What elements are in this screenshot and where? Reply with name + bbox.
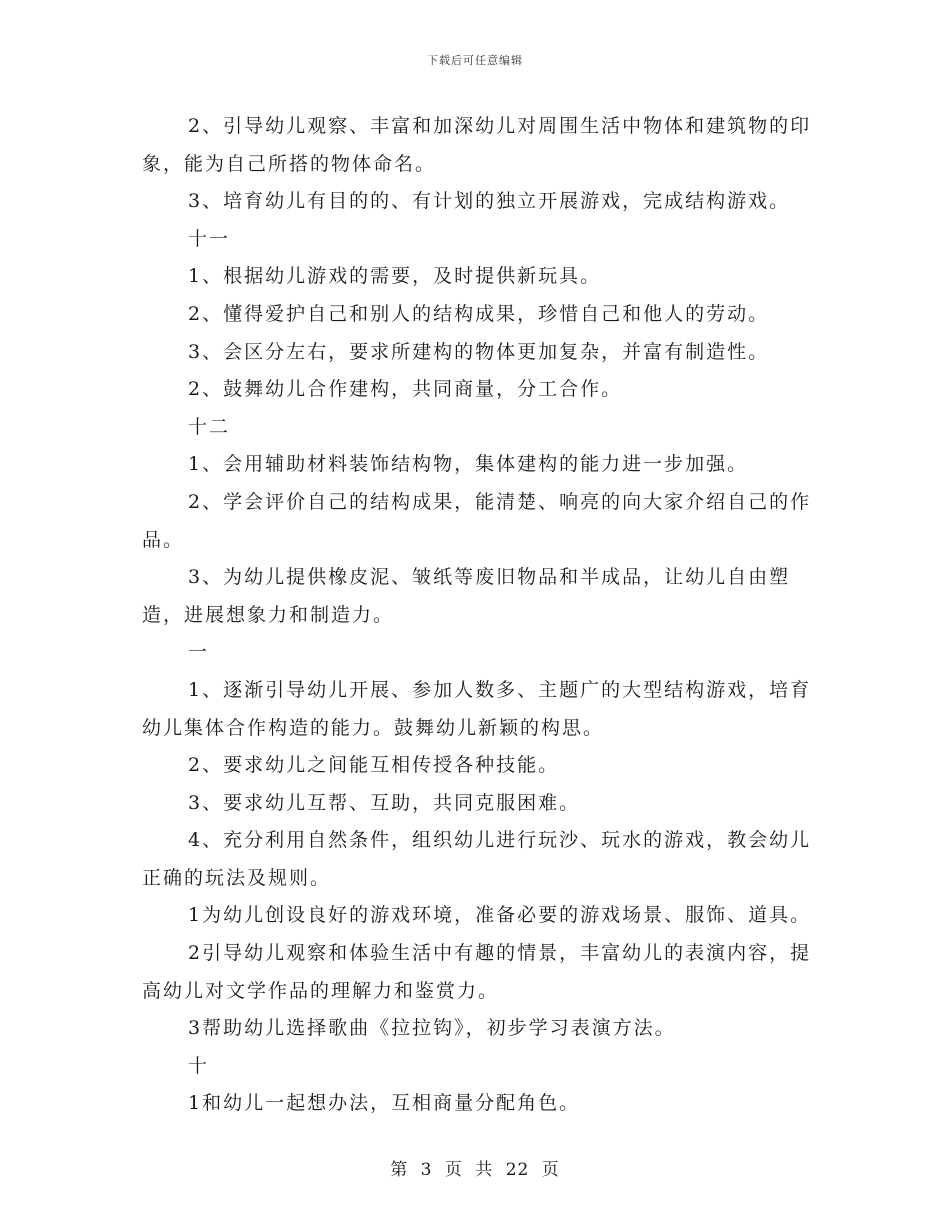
paragraph: 1、会用辅助材料装饰结构物，集体建构的能力进一步加强。 <box>188 453 749 476</box>
paragraph: 1和幼儿一起想办法，互相商量分配角色。 <box>188 1092 581 1115</box>
section-heading: 十一 <box>188 227 231 250</box>
paragraph: 1、逐渐引导幼儿开展、参加人数多、主题广的大型结构游戏，培育幼儿集体合作构造的能力。鼓舞幼儿新颖的构思。 <box>142 678 812 739</box>
paragraph: 3帮助幼儿选择歌曲《拉拉钩》，初步学习表演方法。 <box>188 1017 676 1040</box>
paragraph: 3、要求幼儿互帮、互助，共同克服困难。 <box>188 791 581 814</box>
page-header: 下载后可任意编辑 <box>427 54 523 67</box>
paragraph: 2、引导幼儿观察、丰富和加深幼儿对周围生活中物体和建筑物的印象，能为自己所搭的物体命名。 <box>142 115 812 175</box>
paragraph: 1为幼儿创设良好的游戏环境，准备必要的游戏场景、服饰、道具。 <box>188 904 812 927</box>
paragraph: 2、学会评价自己的结构成果，能清楚、响亮的向大家介绍自己的作品。 <box>142 490 812 551</box>
paragraph: 3、会区分左右，要求所建构的物体更加复杂，并富有制造性。 <box>188 340 770 363</box>
section-heading: 一 <box>188 641 210 664</box>
paragraph: 4、充分利用自然条件，组织幼儿进行玩沙、玩水的游戏，教会幼儿正确的玩法及规则。 <box>142 829 812 889</box>
paragraph: 3、培育幼儿有目的的、有计划的独立开展游戏，完成结构游戏。 <box>188 190 791 213</box>
paragraph: 3、为幼儿提供橡皮泥、皱纸等废旧物品和半成品，让幼儿自由塑造，进展想象力和制造力。 <box>142 566 791 626</box>
section-heading: 十 <box>188 1054 210 1077</box>
paragraph: 2、懂得爱护自己和别人的结构成果，珍惜自己和他人的劳动。 <box>188 302 770 325</box>
document-body <box>142 108 822 1123</box>
paragraph: 1、根据幼儿游戏的需要，及时提供新玩具。 <box>188 265 602 288</box>
page-footer: 第 3 页 共 22 页 <box>390 1160 560 1180</box>
section-heading: 十二 <box>188 415 231 438</box>
paragraph: 2引导幼儿观察和体验生活中有趣的情景，丰富幼儿的表演内容，提高幼儿对文学作品的理解力和鉴赏力。 <box>142 942 812 1002</box>
paragraph: 2、要求幼儿之间能互相传授各种技能。 <box>188 754 560 777</box>
paragraph: 2、鼓舞幼儿合作建构，共同商量，分工合作。 <box>188 378 623 401</box>
